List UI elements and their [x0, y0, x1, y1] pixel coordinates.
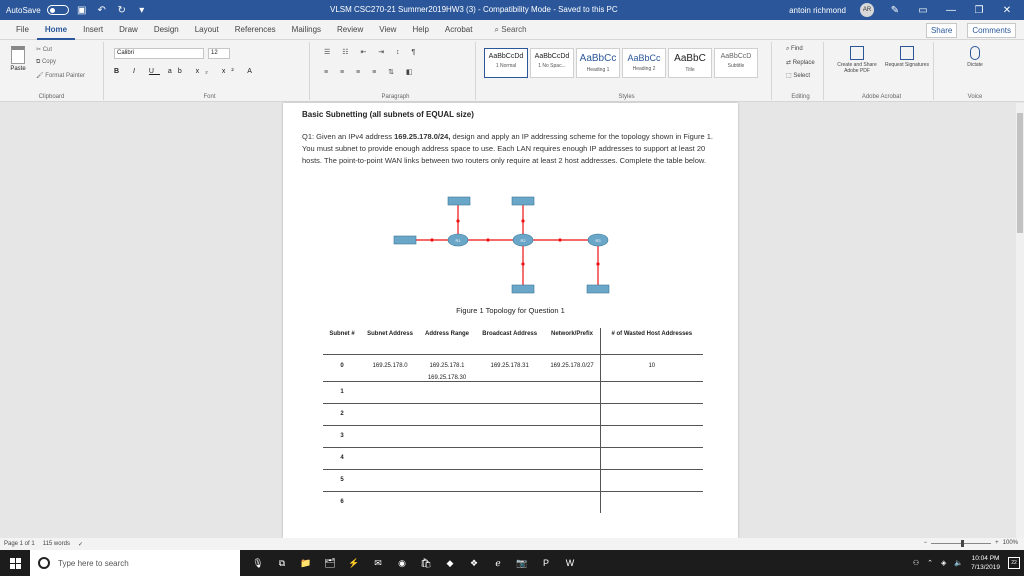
tab-acrobat[interactable]: Acrobat	[444, 24, 473, 34]
dropbox-icon[interactable]: ❖	[469, 557, 479, 568]
empty-cell[interactable]	[475, 381, 545, 403]
paragraph-group	[316, 42, 476, 100]
zoom-level[interactable]: 100%	[1002, 540, 1018, 546]
document-heading: Basic Subnetting (all subnets of EQUAL size)	[302, 110, 474, 119]
taskbar-search-placeholder: Type here to search	[58, 558, 129, 568]
empty-cell[interactable]	[361, 491, 419, 513]
quick-access-toolbar	[0, 5, 230, 16]
clock[interactable]	[971, 554, 1000, 572]
avatar[interactable]: AR	[860, 3, 874, 17]
paste-button[interactable]	[6, 46, 30, 82]
font-label: Font	[203, 94, 216, 100]
empty-cell[interactable]	[600, 469, 703, 491]
empty-cell[interactable]	[544, 425, 600, 447]
empty-cell[interactable]	[544, 469, 600, 491]
share-button[interactable]: Share	[926, 23, 957, 38]
cell-broadcast[interactable]: 169.25.178.31	[475, 354, 545, 381]
cortana-icon	[38, 557, 50, 569]
style-sample: AaBbCcDd	[488, 53, 524, 60]
store-icon[interactable]: 🛍	[420, 557, 432, 568]
document-page[interactable]	[283, 103, 738, 538]
question-body: design and apply an IP addressing scheme for the topology shown in Figure 1. You must subnet to provide enough address space to use. Each LAN requires enough IP addresses to support at least 20 hosts. The point-to-point WAN links between two routers only require at least 2 host addresses. Complete the table below.	[302, 132, 713, 165]
select-button[interactable]: ⬚ Select	[786, 73, 811, 79]
empty-cell[interactable]	[544, 447, 600, 469]
empty-cell[interactable]	[600, 425, 703, 447]
switch-icon	[448, 197, 470, 205]
app-icon[interactable]: ◆	[446, 557, 454, 568]
paste-icon	[11, 46, 25, 64]
col-broadcast-address: Broadcast Address	[482, 331, 538, 337]
pdf-icon	[850, 46, 864, 60]
tab-references[interactable]: References	[234, 24, 276, 34]
style-title[interactable]	[668, 48, 712, 78]
windows-logo-icon	[10, 558, 21, 569]
subnet-table	[323, 328, 703, 513]
col-network-prefix: Network/Prefix	[551, 331, 594, 337]
font-name-field[interactable]: Calibri	[114, 48, 204, 59]
acrobat-label: Adobe Acrobat	[861, 94, 902, 100]
empty-cell[interactable]	[600, 491, 703, 513]
powerpoint-icon[interactable]: P	[542, 558, 549, 568]
font-format-buttons[interactable]: B I U ab x₂ x² A	[114, 68, 258, 75]
empty-cell[interactable]	[361, 447, 419, 469]
empty-cell[interactable]	[600, 403, 703, 425]
empty-cell[interactable]	[419, 381, 475, 403]
coauthor-icon[interactable]: ✎	[890, 4, 900, 16]
empty-cell[interactable]	[600, 381, 703, 403]
clipboard-label: Clipboard	[38, 94, 65, 100]
create-pdf-label: Create and Share Adobe PDF	[837, 62, 877, 74]
proofing-icon[interactable]: ✓	[77, 541, 83, 548]
status-bar	[0, 538, 1024, 550]
volume-icon[interactable]: 🔈	[954, 560, 964, 567]
tab-mailings[interactable]: Mailings	[291, 24, 322, 34]
empty-cell[interactable]	[361, 469, 419, 491]
style-name: Heading 2	[632, 66, 656, 72]
style-subtitle[interactable]	[714, 48, 758, 78]
question-paragraph	[302, 131, 722, 167]
empty-cell[interactable]	[544, 491, 600, 513]
pinned-apps	[250, 555, 578, 571]
request-signatures-button[interactable]	[884, 46, 930, 68]
col-subnet-address: Subnet Address	[367, 331, 413, 337]
cell-subnet-address[interactable]: 169.25.178.0	[361, 354, 419, 381]
switch-icon	[394, 236, 416, 244]
tab-help[interactable]: Help	[412, 24, 429, 34]
cell-subnet-number[interactable]: 3	[323, 425, 361, 447]
ribbon-display-icon[interactable]: ▭	[918, 4, 928, 16]
time: 10:04 PM	[971, 555, 1000, 562]
empty-cell[interactable]	[475, 491, 545, 513]
cell-subnet-number[interactable]: 2	[323, 403, 361, 425]
empty-cell[interactable]	[475, 403, 545, 425]
format-painter-button[interactable]: 🖌 Format Painter	[36, 73, 85, 79]
styles-group	[482, 42, 772, 100]
user-name[interactable]: antoin richmond	[789, 5, 846, 15]
find-button[interactable]: ⌕ Find	[786, 46, 803, 52]
paste-label: Paste	[10, 66, 26, 72]
find-label: Find	[791, 46, 803, 52]
minimize-icon[interactable]: —	[946, 4, 956, 16]
voice-label: Voice	[967, 94, 983, 100]
acrobat-group	[830, 42, 934, 100]
empty-cell[interactable]	[419, 491, 475, 513]
empty-cell[interactable]	[361, 403, 419, 425]
paragraph-label: Paragraph	[381, 94, 410, 100]
file-explorer-icon[interactable]: 📁	[300, 557, 312, 568]
figure-caption: Figure 1 Topology for Question 1	[456, 306, 565, 315]
empty-cell[interactable]	[475, 447, 545, 469]
folder-icon[interactable]: 🗂	[324, 557, 336, 568]
format-painter-label: Format Painter	[45, 73, 85, 79]
style-sample: AaBbCc	[579, 53, 617, 64]
signature-icon	[900, 46, 914, 60]
replace-label: Replace	[792, 60, 815, 66]
col-subnet-number: Subnet #	[329, 331, 355, 337]
cell-subnet-number[interactable]: 4	[323, 447, 361, 469]
tab-insert[interactable]: Insert	[83, 24, 104, 34]
close-icon[interactable]: ✕	[1002, 4, 1012, 16]
camera-icon[interactable]: 📷	[516, 557, 528, 568]
table-row	[323, 403, 703, 425]
cut-label: Cut	[42, 47, 53, 53]
style-heading2[interactable]	[622, 48, 666, 78]
editing-label: Editing	[791, 94, 810, 100]
notification-center[interactable]: 22	[1008, 557, 1020, 569]
request-signatures-label: Request Signatures	[885, 62, 929, 68]
word-icon[interactable]: W	[565, 558, 575, 568]
chrome-icon[interactable]: ◉	[398, 557, 406, 568]
cell-wasted[interactable]: 10	[600, 354, 703, 381]
style-sample: AaBbCc	[627, 53, 661, 63]
autosave-label: AutoSave	[6, 5, 41, 15]
table-row	[323, 381, 703, 403]
restore-icon[interactable]: ❐	[974, 4, 984, 16]
table-row	[323, 354, 703, 381]
people-icon[interactable]: ⚇	[912, 560, 920, 567]
question-address: 169.25.178.0/24,	[394, 132, 451, 141]
style-name: 1 No Spac...	[538, 63, 566, 69]
cell-subnet-number[interactable]: 1	[323, 381, 361, 403]
save-icon[interactable]: ▣	[76, 4, 87, 16]
col-address-range: Address Range	[425, 331, 470, 337]
switch-icon	[512, 285, 534, 293]
style-normal[interactable]	[484, 48, 528, 78]
tab-view[interactable]: View	[379, 24, 397, 34]
font-group	[110, 42, 310, 100]
cell-prefix[interactable]: 169.25.178.0/27	[544, 354, 600, 381]
zoom-slider-thumb[interactable]	[961, 540, 964, 547]
style-heading1[interactable]	[576, 48, 620, 78]
scroll-thumb[interactable]	[1017, 113, 1023, 233]
system-tray	[913, 550, 1020, 576]
empty-cell[interactable]	[544, 381, 600, 403]
voice-group	[940, 42, 1010, 100]
list-buttons[interactable]: ☰ ☷ ⇤ ⇥ ↕ ¶	[324, 49, 421, 56]
empty-cell[interactable]	[419, 403, 475, 425]
align-buttons[interactable]: ≡ ≡ ≡ ≡ ⇅ ◧	[324, 69, 418, 76]
cell-subnet-number[interactable]: 6	[323, 491, 361, 513]
style-name: Heading 1	[586, 67, 610, 73]
empty-cell[interactable]	[361, 381, 419, 403]
empty-cell[interactable]	[544, 403, 600, 425]
table-row	[323, 469, 703, 491]
windows-taskbar	[0, 550, 1024, 576]
tab-draw[interactable]: Draw	[119, 24, 138, 34]
comments-button[interactable]: Comments	[967, 23, 1016, 38]
range-end: 169.25.178.30	[427, 374, 467, 381]
search-label: Search	[501, 24, 527, 34]
style-sample: AaBbC	[674, 53, 706, 64]
page-count[interactable]: Page 1 of 1	[4, 541, 35, 547]
table-row	[323, 425, 703, 447]
app-icon[interactable]: ⚡	[348, 557, 360, 568]
font-size-field[interactable]: 12	[208, 48, 230, 59]
empty-cell[interactable]	[475, 425, 545, 447]
style-sample: AaBbCcD	[720, 53, 752, 60]
dictate-button[interactable]	[952, 46, 998, 68]
empty-cell[interactable]	[419, 447, 475, 469]
links	[406, 203, 598, 287]
select-label: Select	[793, 73, 811, 79]
edge-icon[interactable]: ℯ	[495, 557, 501, 568]
empty-cell[interactable]	[419, 425, 475, 447]
dictate-label: Dictate	[967, 62, 983, 68]
clipboard-group	[0, 42, 104, 100]
empty-cell[interactable]	[361, 425, 419, 447]
router-label-r1: R1	[455, 238, 461, 243]
router-label-r3: R3	[595, 238, 601, 243]
table-header-row	[323, 328, 703, 354]
mail-icon[interactable]: ✉	[374, 557, 382, 568]
question-prefix: Q1: Given an IPv4 address	[302, 132, 395, 141]
customize-dropdown-icon[interactable]: ▾	[139, 4, 145, 16]
empty-cell[interactable]	[475, 469, 545, 491]
empty-cell[interactable]	[600, 447, 703, 469]
copy-button[interactable]: ⧉ Copy	[36, 59, 56, 65]
cell-subnet-number[interactable]: 0	[323, 354, 361, 381]
switch-icon	[512, 197, 534, 205]
autosave-toggle[interactable]	[47, 5, 69, 15]
microphone-icon	[970, 46, 980, 60]
cut-button[interactable]: ✂ Cut	[36, 47, 53, 53]
zoom-slider[interactable]	[931, 543, 991, 544]
network-icon[interactable]: ◈	[940, 560, 947, 567]
tab-file[interactable]: File	[16, 24, 29, 34]
vertical-scrollbar[interactable]	[1016, 103, 1024, 538]
style-name: 1 Normal	[495, 63, 517, 69]
ribbon-search[interactable]	[486, 20, 534, 40]
topology-diagram	[388, 191, 638, 306]
microphone-icon[interactable]: 🎙	[252, 557, 264, 568]
tray-expand-icon[interactable]: ⌃	[927, 560, 933, 567]
cell-subnet-number[interactable]: 5	[323, 469, 361, 491]
start-button[interactable]	[0, 550, 30, 576]
word-count[interactable]: 115 words	[42, 541, 70, 547]
title-bar	[0, 0, 1024, 20]
switches	[394, 197, 609, 293]
style-name: Title	[685, 67, 695, 73]
tab-layout[interactable]: Layout	[194, 24, 219, 34]
ribbon-tabs	[0, 20, 1024, 40]
replace-button[interactable]: ⇄ Replace	[786, 60, 815, 66]
create-pdf-button[interactable]	[834, 46, 880, 74]
document-title: VLSM CSC270-21 Summer2019HW3 (3) - Compatibility Mode - Saved to this PC	[330, 5, 618, 14]
table-row	[323, 491, 703, 513]
tab-review[interactable]: Review	[337, 24, 364, 34]
task-view-icon[interactable]: ⧉	[278, 557, 286, 568]
col-wasted-hosts: # of Wasted Host Addresses	[600, 328, 703, 354]
copy-label: Copy	[41, 59, 56, 65]
ribbon	[0, 40, 1024, 102]
style-name: Subtitle	[727, 63, 745, 69]
zoom-control	[924, 540, 1018, 546]
tab-design[interactable]: Design	[153, 24, 179, 34]
style-sample: AaBbCcDd	[534, 53, 570, 60]
zoom-in-icon[interactable]: +	[995, 540, 999, 546]
switch-icon	[587, 285, 609, 293]
router-label-r2: R2	[520, 238, 526, 243]
zoom-out-icon[interactable]: −	[923, 540, 928, 546]
empty-cell[interactable]	[419, 469, 475, 491]
tab-home[interactable]: Home	[37, 20, 75, 40]
redo-icon[interactable]: ↻	[117, 4, 126, 16]
styles-label: Styles	[618, 94, 635, 100]
taskbar-search[interactable]	[30, 550, 240, 576]
undo-icon[interactable]: ↶	[97, 4, 106, 16]
range-start: 169.25.178.1	[429, 362, 465, 369]
search-icon: ⌕	[494, 24, 502, 34]
date: 7/13/2019	[971, 564, 1000, 571]
table-row	[323, 447, 703, 469]
editing-group	[778, 42, 824, 100]
style-no-spacing[interactable]	[530, 48, 574, 78]
cell-address-range[interactable]	[419, 354, 475, 381]
